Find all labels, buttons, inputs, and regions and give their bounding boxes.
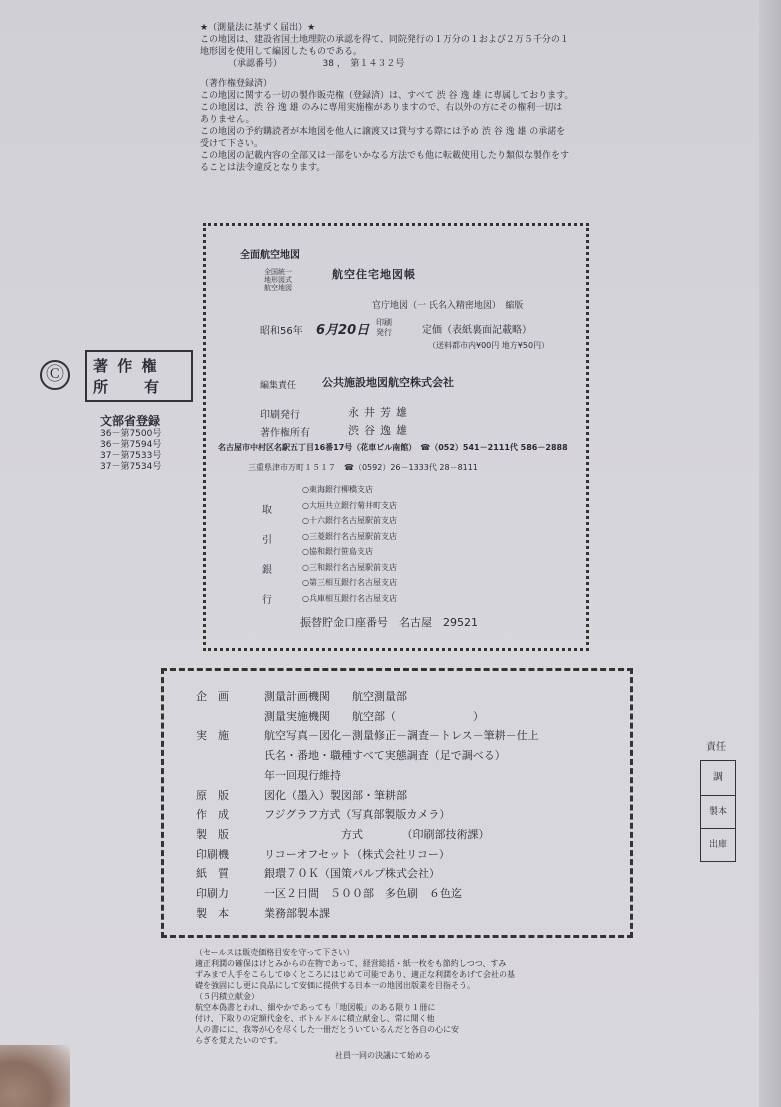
seal-cell-binding: 製本: [701, 796, 735, 829]
copyright-symbol: Ⓒ: [40, 360, 70, 390]
notice-heading-copyright: （著作権登録済）: [200, 79, 273, 89]
production-values: [264, 687, 539, 923]
production-labels: [196, 687, 229, 923]
shipping: （送料都市内¥00円 地方¥50円）: [428, 341, 550, 350]
registry-item: 36－第7594号: [100, 440, 162, 450]
copyright-owned-box: [85, 350, 193, 402]
footer-resolution: 社員一同の決議にて始める: [335, 1051, 431, 1060]
production-value: リコーオフセット（株式会社リコー）: [264, 847, 450, 861]
registry-item: 37－第7533号: [100, 451, 162, 461]
notice-line: この地図に関する一切の製作販売権（登録済）は、すべて 渋 谷 逸 雄 に専属しております。: [200, 91, 574, 101]
registry-item: 36－第7500号: [100, 429, 162, 439]
footer-line: 付け、下取りの定額代金を、ボトルドルに積立献金し、常に聞く他: [195, 1014, 435, 1023]
bank-item: ○兵庫相互銀行名古屋支店: [302, 593, 397, 603]
date-value: 6月20日: [316, 323, 370, 338]
notice-approval-number: （承認番号） 38 ， 第１４３２号: [228, 59, 405, 69]
production-value: 氏名・番地・職種すべて実態調査（足で調べる）: [264, 749, 506, 763]
postal-account: 振替貯金口座番号 名古屋 29521: [300, 616, 478, 629]
production-label: [196, 707, 229, 727]
production-label: 実 施: [196, 729, 229, 743]
colophon-box: [203, 223, 589, 651]
seal-cell-shipping: 出庫: [708, 840, 727, 850]
price: 定価（表紙裏面記載略）: [422, 325, 532, 336]
notice-line: この地図の記載内容の全部又は一部をいかなる方法でも他に転載使用したり類似な製作をす: [200, 151, 570, 161]
notice-line: 地形図を使用して編図したものである。: [200, 47, 363, 57]
bank-label-char: 行: [262, 595, 272, 606]
production-label: 印刷機: [196, 847, 229, 861]
notice-line: ることは法令違反となります。: [200, 163, 326, 173]
book-title: 航空住宅地図帳: [332, 268, 416, 281]
production-label: [196, 766, 229, 786]
production-box: [161, 668, 633, 938]
address-tsu: 三重県津市万町１５１７ ☎（0592）26－1333代 28－8111: [248, 463, 478, 472]
series-name: 全面航空地図: [240, 250, 300, 261]
registry-item: 37－第7534号: [100, 462, 162, 472]
production-value: 年一回現行維持: [264, 768, 341, 782]
owner-name: 渋谷逸雄: [348, 424, 412, 437]
editor-company: 公共施設地図航空株式会社: [322, 376, 454, 389]
bank-item: ○三菱銀行名古屋駅前支店: [302, 531, 397, 541]
footer-notice: [195, 947, 615, 1061]
production-value: 業務部製本課: [264, 906, 330, 920]
printer-label: 印刷発行: [260, 410, 300, 421]
print-issue-labels: [376, 318, 392, 338]
bank-item: ○三和銀行名古屋駅前支店: [302, 562, 397, 572]
production-value: 一区２日間 ５００部 多色刷 ６色迄: [264, 887, 462, 901]
edition-note: 官庁地図（一 氏名入精密地図） 縮版: [372, 301, 524, 311]
footer-line: （５円積立献金）: [195, 992, 259, 1001]
registry-title: 文部省登録: [100, 414, 161, 428]
bank-label-char: 取: [262, 505, 272, 516]
subtitle-line: 全国統一: [264, 268, 292, 276]
bank-item: ○協和銀行笹島支店: [302, 547, 373, 556]
footer-line: らぎを覚えたいのです。: [195, 1036, 283, 1045]
thumb-photo-artifact: [0, 1045, 70, 1107]
subtitle-stack: [264, 268, 292, 292]
bank-item: ○東海銀行柳橋支店: [302, 485, 373, 494]
issue-label: 発行: [376, 328, 392, 337]
notice-heading-survey: ★（測量法に基ずく届出）★: [200, 23, 316, 33]
bank-label-char: 引: [262, 535, 272, 546]
notice-line: この地図は、建設省国土地理院の承認を得て、同院発行の１万分の１および２万５千分の１: [200, 35, 569, 45]
editor-label: 編集責任: [260, 381, 297, 391]
responsibility-seal: [700, 760, 736, 862]
notice-line: この地図は、渋 谷 逸 雄 のみに専用実施権がありますので、右以外の方にその権利一切は: [200, 103, 563, 113]
copyright-line1: 著 作 権: [93, 357, 159, 375]
footer-line: ずみまで人手をこらしてゆくところにはじめて可能であり、適正な利潤をあげて会社の基: [195, 970, 515, 979]
printer-name: 永井芳雄: [348, 406, 412, 419]
print-label: 印刷: [376, 318, 392, 327]
bank-list: [302, 482, 397, 606]
production-value: 方式 （印刷部技術課）: [264, 827, 490, 841]
subtitle-line: 地形図式: [264, 276, 292, 284]
owner-label: 著作権所有: [260, 428, 310, 439]
production-label: 製 本: [196, 906, 229, 920]
production-value: 図化（墨入）製図部・筆耕部: [264, 788, 407, 802]
copyright-line2: 所 有: [93, 378, 162, 396]
footer-line: 礎を強固にし更に良品にして安価に提供する日本一の地図出版業を目指そう。: [195, 981, 475, 990]
subtitle-line: 航空地図: [264, 284, 292, 292]
production-label: 原 版: [196, 788, 229, 802]
bank-label-char: 銀: [262, 565, 272, 576]
bank-item: ○十六銀行名古屋駅前支店: [302, 516, 397, 525]
footer-line: 適正利潤の確保はけとみからの在物であって、経営総括・紙一枚をも節約しつつ、すみ: [195, 959, 507, 968]
notice-line: 受けて下さい。: [200, 139, 264, 149]
production-value: 測量計画機関 航空測量部: [264, 690, 407, 703]
footer-line: 航空本偽書とわれ、細やかであっても「地図帳」のある限り１冊に: [195, 1003, 436, 1012]
production-value: 測量実施機関 航空部（ ）: [264, 709, 484, 723]
production-label: 印刷力: [196, 887, 229, 901]
registry-block: [100, 412, 161, 473]
footer-line: 人の書にに、我等が心を尽くした一冊だとういているんだと各自の心に安: [195, 1025, 459, 1034]
bank-label: [262, 496, 272, 616]
seal-title: 責任: [706, 742, 726, 753]
date-era: 昭和56年: [260, 326, 303, 337]
page-edge: [759, 0, 781, 1107]
address-nagoya: 名古屋市中村区名駅五丁目16番17号（花車ビル南館） ☎（052）541－2111代 586－2888: [218, 443, 568, 452]
production-label: 製 版: [196, 827, 229, 841]
intro-notices: [200, 22, 620, 174]
notice-line: ありません。: [200, 115, 255, 125]
seal-cell-survey: 調: [701, 761, 735, 796]
production-label: 作 成: [196, 808, 229, 822]
production-value: 航空写真－図化－測量修正－調査－トレス－筆耕－仕上: [264, 729, 539, 743]
footer-line: （セールスは販売価格目安を守って下さい）: [195, 948, 355, 957]
bank-item: ○大垣共立銀行菊井町支店: [302, 500, 397, 510]
production-label: 紙 質: [196, 867, 229, 881]
production-value: フジグラフ方式（写真部製版カメラ）: [264, 808, 451, 822]
production-value: 銀環７０Ｋ（国策パルプ株式会社）: [264, 867, 440, 881]
production-label: 企 画: [196, 690, 229, 703]
notice-line: この地図の予約購読者が本地図を他人に譲渡又は貸与する際には予め 渋 谷 逸 雄 の承諾を: [200, 127, 566, 137]
production-label: [196, 746, 229, 766]
bank-item: ○第三相互銀行名古屋支店: [302, 578, 397, 587]
